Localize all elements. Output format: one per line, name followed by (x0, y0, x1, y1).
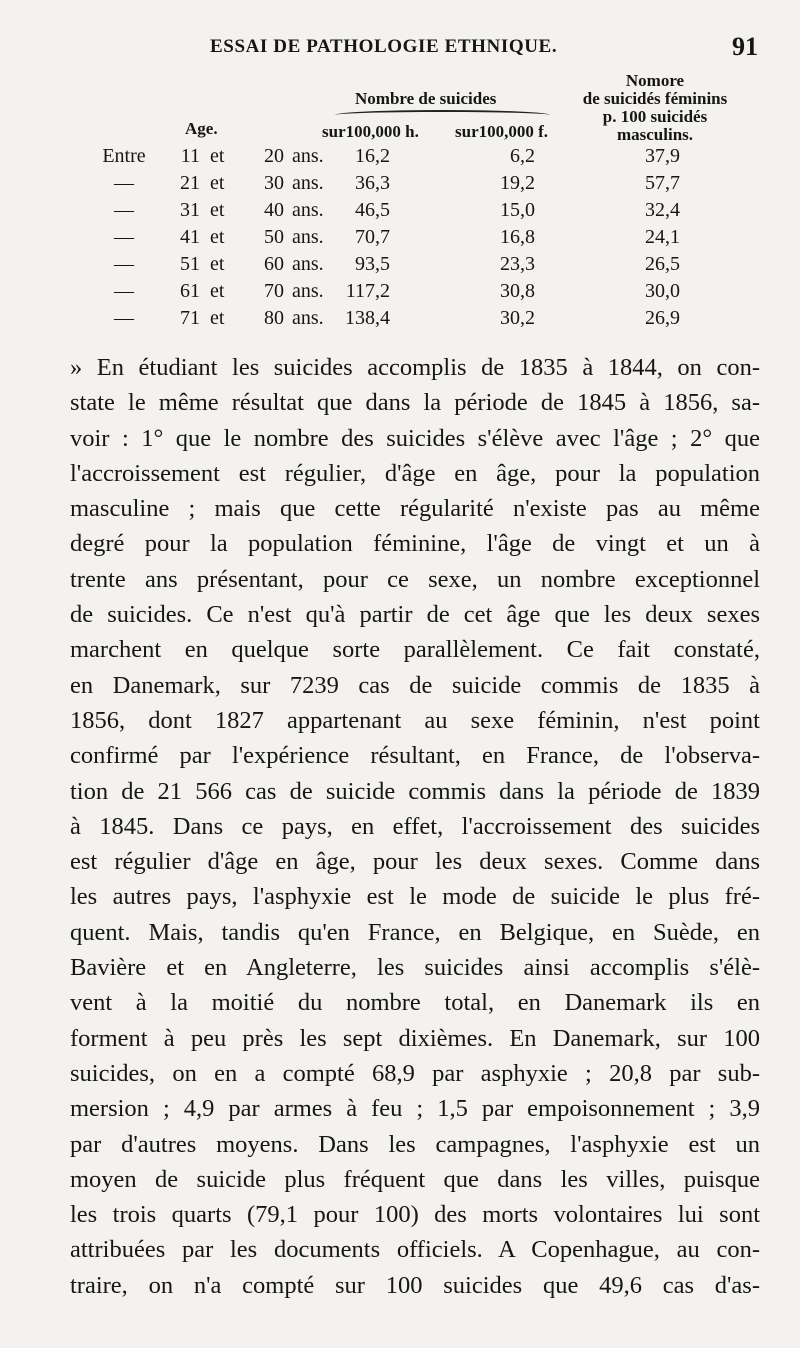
table-row (0, 199, 800, 227)
men-rate: 93,5 (355, 253, 390, 275)
age-unit: ans. (292, 172, 324, 194)
text-line: state le même résultat que dans la période de 1845 à 1856, sa- (70, 389, 760, 417)
age-et: et (210, 172, 225, 194)
row-lead: — (114, 307, 134, 329)
age-from: 11 (180, 145, 200, 167)
female-ratio: 30,0 (645, 280, 680, 302)
running-header (60, 34, 760, 64)
men-rate: 70,7 (355, 226, 390, 248)
ratio-header-line: de suicidés féminins (582, 89, 728, 108)
header-brace (335, 110, 550, 120)
table-row (0, 307, 800, 335)
women-rate: 19,2 (500, 172, 535, 194)
age-unit: ans. (292, 307, 324, 329)
age-unit: ans. (292, 280, 324, 302)
age-et: et (210, 199, 225, 221)
row-lead: — (114, 280, 134, 302)
text-line: tion de 21 566 cas de suicide commis dans la période de 1839 (70, 777, 760, 805)
table-header (0, 70, 800, 150)
female-ratio: 24,1 (645, 226, 680, 248)
female-ratio: 32,4 (645, 199, 680, 221)
female-ratio: 26,9 (645, 307, 680, 329)
age-from: 41 (180, 226, 200, 248)
text-line: forment à peu près les sept dixièmes. En Danemark, sur 100 (70, 1024, 760, 1052)
age-to: 20 (264, 145, 284, 167)
text-line: les trois quarts (79,1 pour 100) des morts volontaires lui sont (70, 1201, 760, 1229)
men-rate: 46,5 (355, 199, 390, 221)
age-unit: ans. (292, 199, 324, 221)
text-line: degré pour la population féminine, l'âge de vingt et un à (70, 530, 760, 558)
table-row (0, 226, 800, 254)
men-rate: 16,2 (355, 145, 390, 167)
column-header-men: sur100,000 h. (322, 122, 419, 141)
table-row (0, 280, 800, 308)
text-line: à 1845. Dans ce pays, en effet, l'accroissement des suicides (70, 812, 760, 840)
text-line: quent. Mais, tandis qu'en France, en Belgique, en Suède, en (70, 918, 760, 946)
text-line: en Danemark, sur 7239 cas de suicide commis de 1835 à (70, 671, 760, 699)
men-rate: 36,3 (355, 172, 390, 194)
row-lead: — (114, 226, 134, 248)
women-rate: 30,2 (500, 307, 535, 329)
age-to: 70 (264, 280, 284, 302)
text-line: Bavière et en Angleterre, les suicides ainsi accomplis s'élè- (70, 954, 760, 982)
body-paragraph (70, 350, 760, 1303)
age-from: 21 (180, 172, 200, 194)
text-line: confirmé par l'expérience résultant, en France, de l'observa- (70, 742, 760, 770)
text-line: voir : 1° que le nombre des suicides s'élève avec l'âge ; 2° que (70, 424, 760, 452)
age-to: 30 (264, 172, 284, 194)
women-rate: 6,2 (510, 145, 535, 167)
age-from: 71 (180, 307, 200, 329)
women-rate: 16,8 (500, 226, 535, 248)
age-from: 31 (180, 199, 200, 221)
row-lead: — (114, 199, 134, 221)
age-unit: ans. (292, 145, 324, 167)
female-ratio: 57,7 (645, 172, 680, 194)
text-line: marchent en quelque sorte parallèlement. Ce fait constaté, (70, 636, 760, 664)
table-row (0, 145, 800, 173)
page-number: 91 (732, 32, 758, 61)
age-to: 50 (264, 226, 284, 248)
women-rate: 15,0 (500, 199, 535, 221)
text-line: mersion ; 4,9 par armes à feu ; 1,5 par empoisonnement ; 3,9 (70, 1095, 760, 1123)
table-row (0, 172, 800, 200)
text-line: vent à la moitié du nombre total, en Danemark ils en (70, 989, 760, 1017)
age-to: 40 (264, 199, 284, 221)
ratio-header-line: masculins. (616, 125, 694, 144)
age-to: 80 (264, 307, 284, 329)
row-lead: — (114, 253, 134, 275)
running-title: ESSAI DE PATHOLOGIE ETHNIQUE. (210, 36, 558, 57)
text-line: trente ans présentant, pour ce sexe, un nombre exceptionnel (70, 565, 760, 593)
text-line: » En étudiant les suicides accomplis de 1835 à 1844, on con- (70, 354, 760, 381)
text-line: 1856, dont 1827 appartenant au sexe féminin, n'est point (70, 706, 760, 734)
age-et: et (210, 145, 225, 167)
ratio-header-line: Nomore (625, 71, 685, 90)
text-line: moyen de suicide plus fréquent que dans les villes, puisque (70, 1165, 760, 1193)
women-rate: 23,3 (500, 253, 535, 275)
text-line: de suicides. Ce n'est qu'à partir de cet âge que les deux sexes (70, 601, 760, 629)
age-to: 60 (264, 253, 284, 275)
row-lead: Entre (102, 145, 146, 167)
column-header-suicide-count: Nombre de suicides (355, 89, 497, 108)
column-header-age: Age. (185, 119, 218, 138)
age-et: et (210, 307, 225, 329)
row-lead: — (114, 172, 134, 194)
ratio-header-line: p. 100 suicidés (602, 107, 708, 126)
female-ratio: 26,5 (645, 253, 680, 275)
age-from: 61 (180, 280, 200, 302)
table-row (0, 253, 800, 281)
age-et: et (210, 253, 225, 275)
text-line: masculine ; mais que cette régularité n'existe pas au même (70, 495, 760, 523)
age-et: et (210, 280, 225, 302)
column-header-ratio (560, 72, 750, 144)
men-rate: 138,4 (345, 307, 390, 329)
text-line: les autres pays, l'asphyxie est le mode de suicide le plus fré- (70, 883, 760, 911)
text-line: est régulier d'âge en âge, pour les deux sexes. Comme dans (70, 848, 760, 876)
female-ratio: 37,9 (645, 145, 680, 167)
text-line: traire, on n'a compté sur 100 suicides que 49,6 cas d'as- (70, 1271, 760, 1299)
age-from: 51 (180, 253, 200, 275)
column-header-women: sur100,000 f. (455, 122, 549, 141)
text-line: par d'autres moyens. Dans les campagnes, l'asphyxie est un (70, 1130, 760, 1158)
men-rate: 117,2 (345, 280, 390, 302)
text-line: suicides, on en a compté 68,9 par asphyxie ; 20,8 par sub- (70, 1059, 760, 1087)
women-rate: 30,8 (500, 280, 535, 302)
text-line: attribuées par les documents officiels. A Copenhague, au con- (70, 1236, 760, 1264)
age-et: et (210, 226, 225, 248)
age-unit: ans. (292, 226, 324, 248)
age-unit: ans. (292, 253, 324, 275)
text-line: l'accroissement est régulier, d'âge en âge, pour la population (70, 459, 760, 487)
